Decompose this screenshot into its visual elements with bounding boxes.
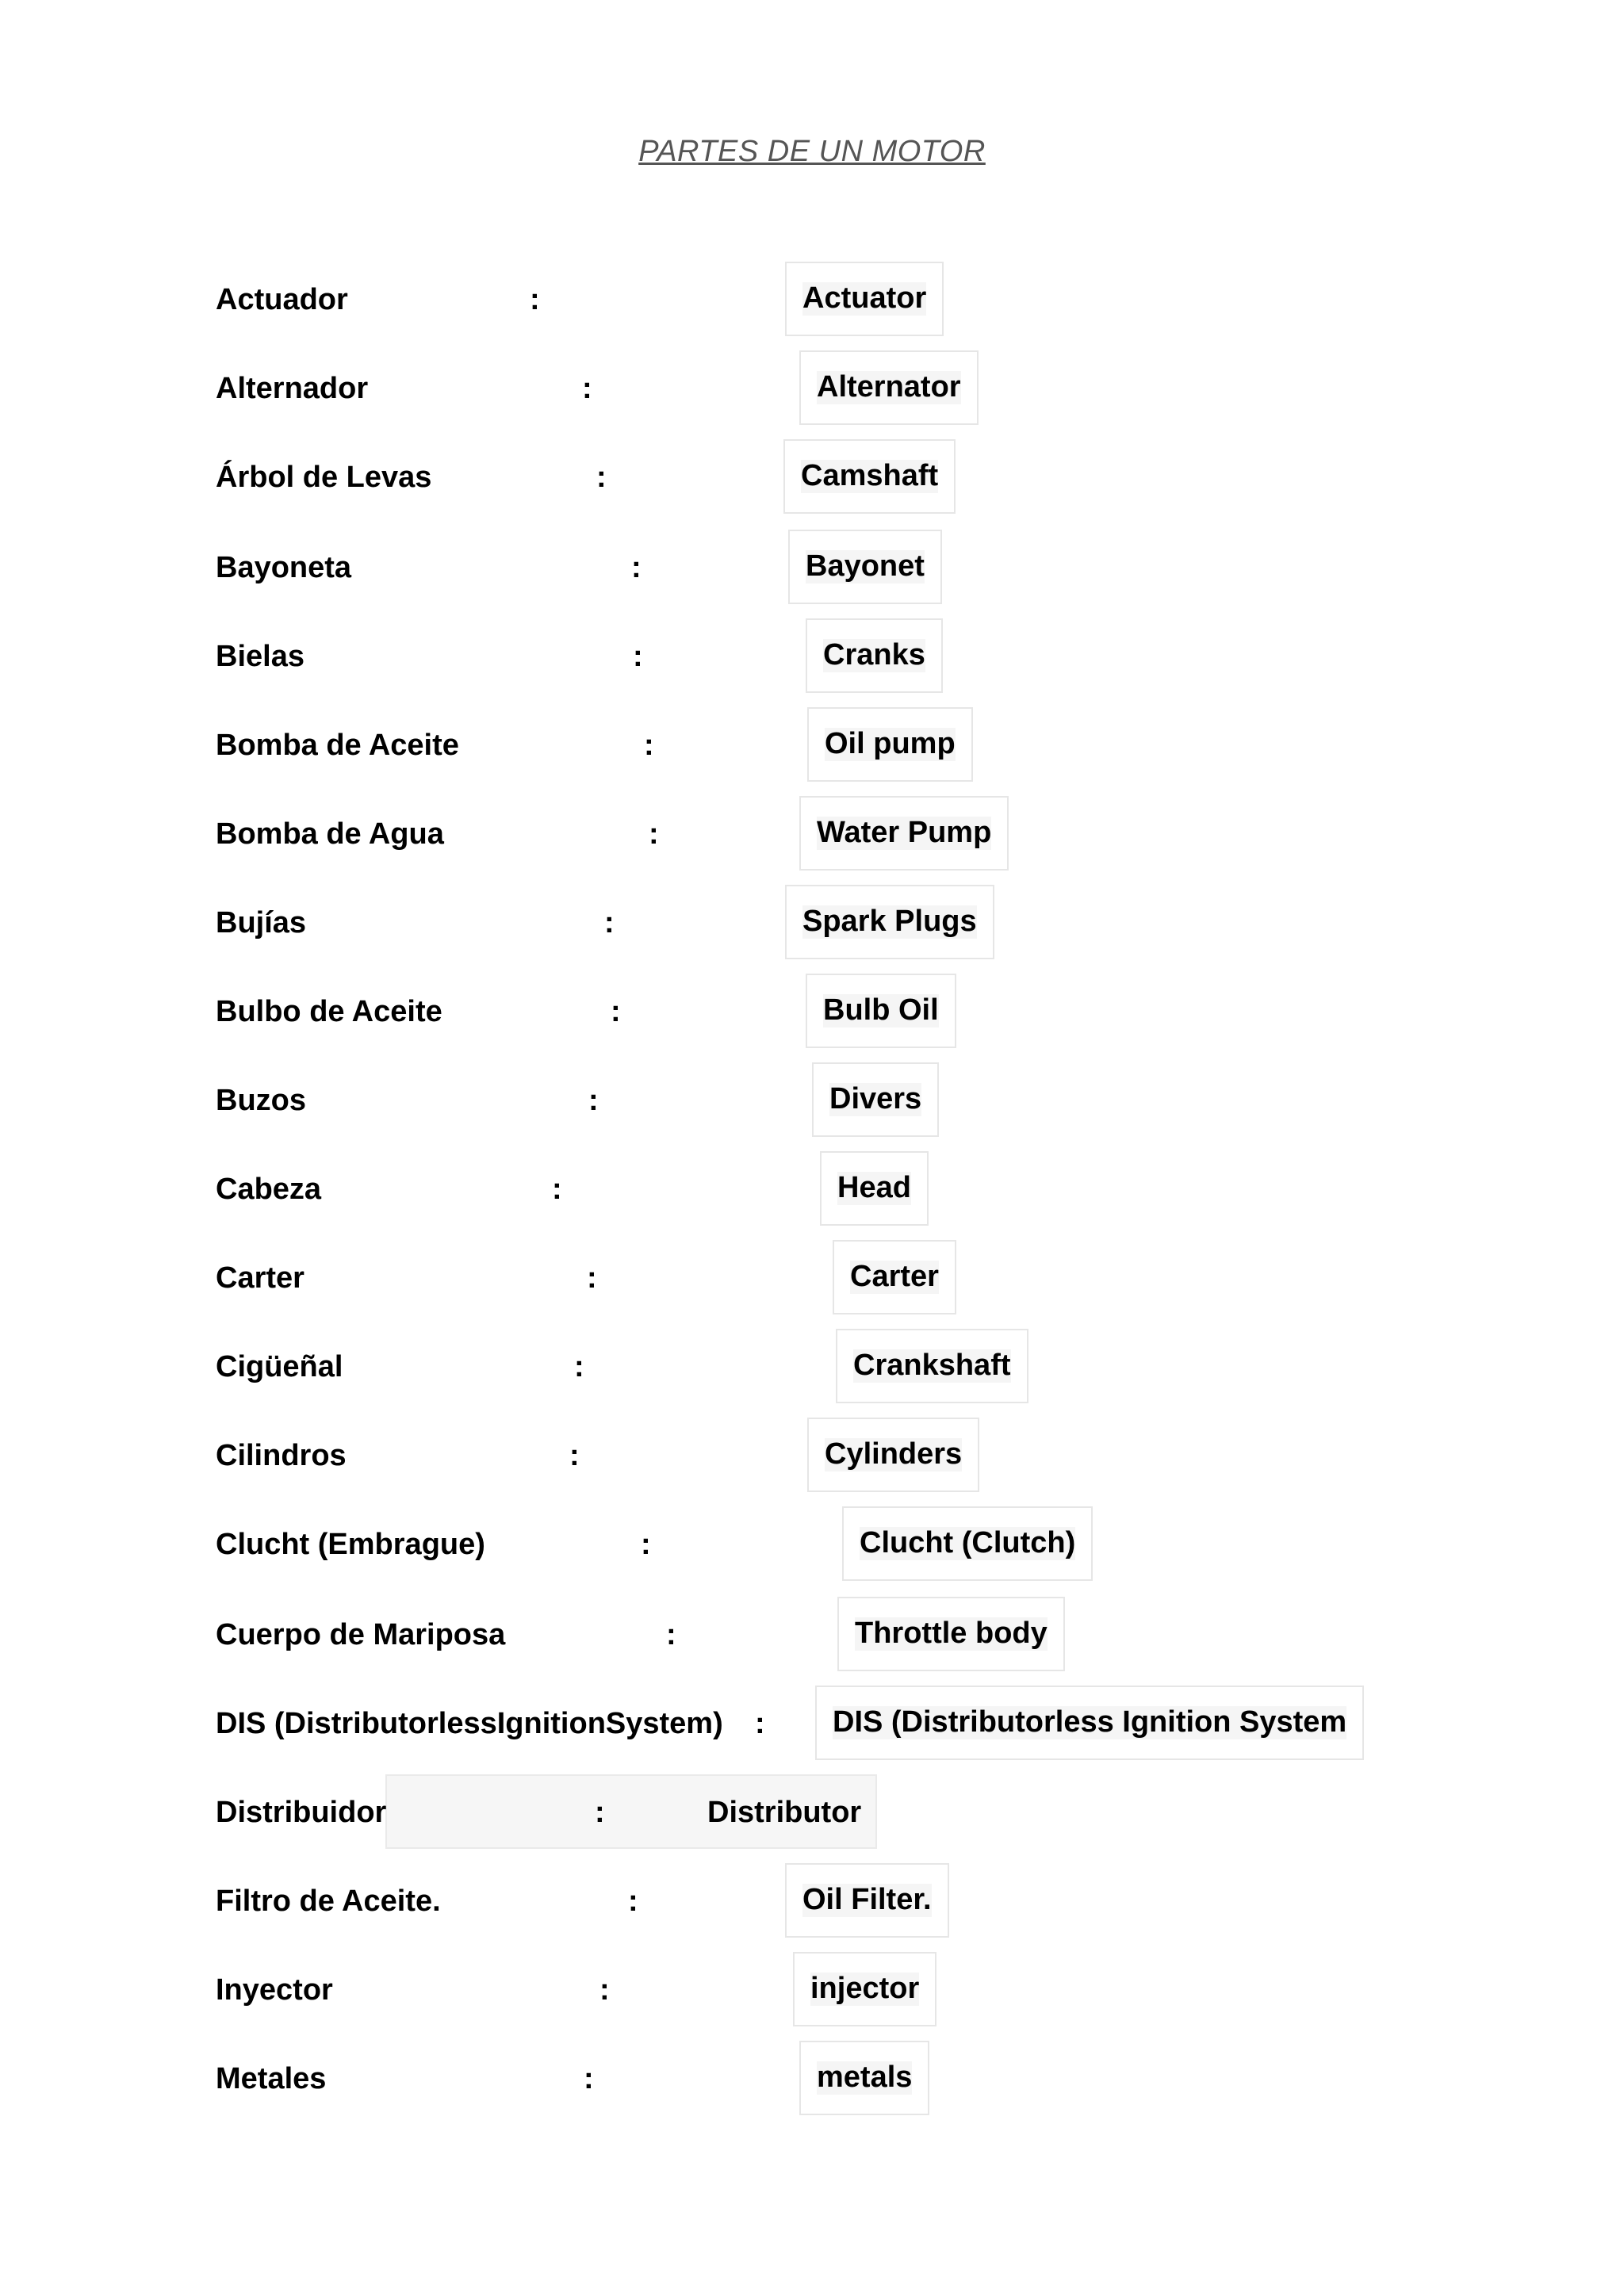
term-en: Actuator xyxy=(802,281,927,316)
term-es: Inyector xyxy=(216,1973,333,2007)
translation-box xyxy=(799,796,1009,871)
colon: : xyxy=(587,1261,597,1295)
colon: : xyxy=(599,1973,610,2007)
term-es: Cigüeñal xyxy=(216,1350,343,1383)
term-en: Bayonet xyxy=(806,549,925,584)
translation-box xyxy=(812,1062,939,1137)
term-en: Divers xyxy=(829,1082,922,1116)
translation-box xyxy=(837,1597,1065,1671)
translation-box xyxy=(806,974,956,1048)
colon: : xyxy=(596,461,607,494)
term-es: Bomba de Agua xyxy=(216,817,444,851)
term-en: Head xyxy=(837,1171,911,1205)
list-item xyxy=(0,618,1624,695)
term-es: DIS (DistributorlessIgnitionSystem) xyxy=(216,1707,723,1740)
colon: : xyxy=(588,1084,599,1117)
colon: : xyxy=(666,1618,676,1651)
term-es: Bulbo de Aceite xyxy=(216,995,442,1028)
colon: : xyxy=(644,729,654,762)
term-en: Distributor xyxy=(707,1796,862,1829)
list-item xyxy=(0,350,1624,427)
term-en: Cylinders xyxy=(825,1437,963,1471)
translation-box xyxy=(793,1952,936,2026)
page-title: PARTES DE UN MOTOR xyxy=(638,135,986,168)
term-es: Filtro de Aceite. xyxy=(216,1885,441,1918)
list-item xyxy=(0,1952,1624,2028)
colon: : xyxy=(584,2062,594,2095)
colon: : xyxy=(755,1707,765,1740)
colon: : xyxy=(641,1528,651,1561)
colon: : xyxy=(633,640,643,673)
term-es: Cuerpo de Mariposa xyxy=(216,1618,506,1651)
term-es: Cilindros xyxy=(216,1439,347,1472)
colon: : xyxy=(604,906,615,939)
list-item xyxy=(0,1151,1624,1227)
translation-box xyxy=(783,439,956,514)
colon: : xyxy=(649,817,659,851)
term-en: Spark Plugs xyxy=(802,905,977,939)
list-item xyxy=(0,1418,1624,1494)
term-en: DIS (Distributorless Ignition System xyxy=(833,1705,1347,1739)
list-item xyxy=(0,1863,1624,1939)
translation-box xyxy=(785,885,994,959)
term-es: Cabeza xyxy=(216,1173,322,1206)
list-item xyxy=(0,1062,1624,1138)
colon: : xyxy=(595,1796,605,1829)
term-en: Clucht (Clutch) xyxy=(860,1526,1076,1560)
list-item xyxy=(0,1506,1624,1582)
translation-box xyxy=(833,1240,956,1314)
list-item xyxy=(0,885,1624,961)
translation-box xyxy=(785,1863,949,1938)
translation-box xyxy=(799,350,979,425)
term-es: Alternador xyxy=(216,372,369,405)
colon: : xyxy=(569,1439,580,1472)
list-item xyxy=(0,1686,1624,1762)
term-es: Buzos xyxy=(216,1084,306,1117)
term-es: Bomba de Aceite xyxy=(216,729,459,762)
list-item xyxy=(0,530,1624,606)
colon: : xyxy=(552,1173,562,1206)
translation-box xyxy=(815,1686,1364,1760)
translation-box xyxy=(807,707,973,782)
colon: : xyxy=(530,283,540,316)
term-es: Bielas xyxy=(216,640,304,673)
list-item xyxy=(0,262,1624,338)
term-en: Bulb Oil xyxy=(823,993,939,1027)
list-item xyxy=(0,1240,1624,1316)
translation-box xyxy=(785,262,944,336)
term-en: Oil pump xyxy=(825,727,956,761)
colon: : xyxy=(628,1885,638,1918)
translation-box xyxy=(799,2041,929,2115)
term-en: Camshaft xyxy=(801,459,939,493)
term-es: Bayoneta xyxy=(216,551,352,584)
term-en: injector xyxy=(810,1972,920,2006)
translation-box xyxy=(807,1418,979,1492)
term-en: Carter xyxy=(850,1260,939,1294)
term-en: Cranks xyxy=(823,638,925,672)
list-item xyxy=(0,1597,1624,1673)
term-es: Carter xyxy=(216,1261,304,1295)
list-item xyxy=(0,974,1624,1050)
term-en: Water Pump xyxy=(817,816,992,850)
list-item xyxy=(0,2041,1624,2117)
term-en: Throttle body xyxy=(855,1617,1048,1651)
term-es: Bujías xyxy=(216,906,307,939)
list-item xyxy=(0,707,1624,783)
term-es: Clucht (Embrague) xyxy=(216,1528,485,1561)
colon: : xyxy=(582,372,592,405)
term-en: metals xyxy=(817,2061,913,2095)
colon: : xyxy=(611,995,621,1028)
term-en: Oil Filter. xyxy=(802,1883,932,1917)
term-es: Árbol de Levas xyxy=(216,461,432,494)
list-item xyxy=(0,1774,1624,1850)
translation-box xyxy=(842,1506,1093,1581)
translation-box xyxy=(820,1151,929,1226)
term-es: Distribuidor xyxy=(216,1796,387,1829)
list-item xyxy=(0,1329,1624,1405)
colon: : xyxy=(631,551,642,584)
term-es: Metales xyxy=(216,2062,327,2095)
translation-box xyxy=(836,1329,1028,1403)
translation-box xyxy=(788,530,942,604)
list-item xyxy=(0,439,1624,515)
term-en: Crankshaft xyxy=(853,1349,1011,1383)
translation-box xyxy=(806,618,943,693)
list-item xyxy=(0,796,1624,872)
colon: : xyxy=(574,1350,584,1383)
term-en: Alternator xyxy=(817,370,961,404)
term-es: Actuador xyxy=(216,283,348,316)
